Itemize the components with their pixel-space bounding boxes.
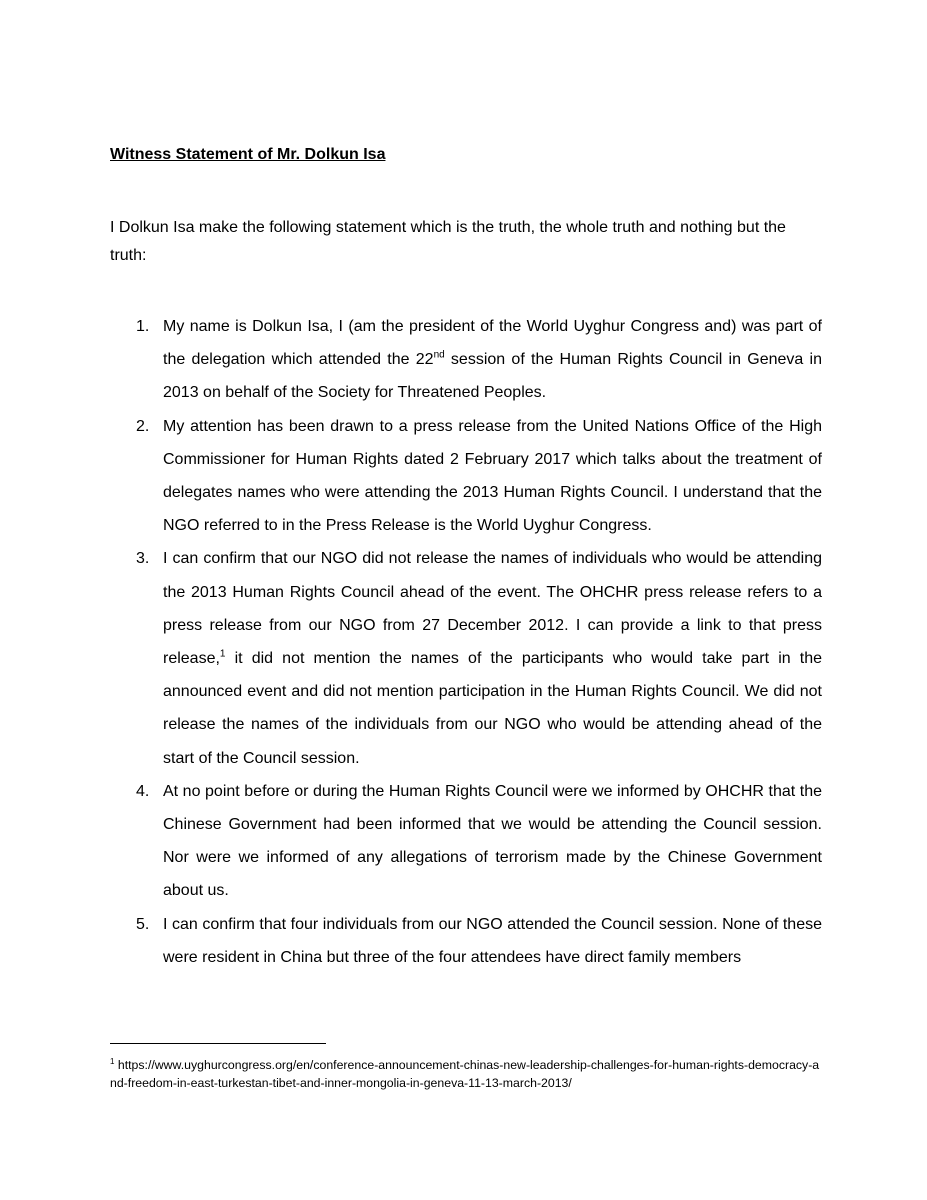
list-item (110, 542, 822, 774)
item-text: At no point before or during the Human Rights Council were we informed by OHCHR that the Chinese Government had been informed that we would be attending the Council session. Nor were we informed of any allegations of terrorism made by the Chinese Government about us. (163, 782, 822, 900)
item-number: 5. (136, 915, 150, 933)
statement-list (110, 310, 822, 974)
list-item (110, 310, 822, 410)
list-item (110, 775, 822, 908)
item-text: My attention has been drawn to a press release from the United Nations Office of the High Commissioner for Human Rights dated 2 February 2017 which talks about the treatment of delegates names who were attending the 2013 Human Rights Council. I understand that the NGO referred to in the Press Release is the World Uyghur Congress. (163, 417, 822, 535)
footnote (110, 1056, 822, 1092)
document-title: Witness Statement of Mr. Dolkun Isa (110, 146, 386, 163)
intro-paragraph: I Dolkun Isa make the following statement which is the truth, the whole truth and nothing but the truth: (110, 219, 786, 264)
footnote-link[interactable]: https://www.uyghurcongress.org/en/conference-announcement-chinas-new-leadership-challenges-for-human-rights-democracy-and-freedom-in-east-turkestan-tibet-and-inner-mongolia-in-geneva-11-13-march-2013/ (110, 1058, 820, 1090)
footnote-divider (110, 1043, 326, 1044)
list-item (110, 908, 822, 974)
item-number: 4. (136, 782, 150, 800)
item-text: it did not mention the names of the participants who would take part in the announced event and did not mention participation in the Human Rights Council. We did not release the names of the individuals from our NGO who would be attending ahead of the start of the Council session. (163, 650, 822, 767)
item-text: I can confirm that our NGO did not release the names of individuals who would be attending the 2013 Human Rights Council ahead of the event. The OHCHR press release refers to a press release from our NGO from 27 December 2012. I can provide a link to that press release, (163, 550, 822, 668)
list-item (110, 410, 822, 543)
item-text: session of the Human Rights Council in Geneva in 2013 on behalf of the Society for Threatened Peoples. (163, 351, 822, 402)
superscript: nd (433, 349, 445, 361)
footnote-marker: 1 (110, 1056, 115, 1066)
item-text: I can confirm that four individuals from our NGO attended the Council session. None of these were resident in China but three of the four attendees have direct family members (163, 915, 822, 966)
item-number: 1. (136, 318, 150, 335)
item-number: 2. (136, 417, 150, 435)
item-text: My name is Dolkun Isa, I (am the president of the World Uyghur Congress and) was part of the delegation which attended the 22 (163, 318, 822, 369)
item-number: 3. (136, 550, 150, 568)
footnote-reference[interactable]: 1 (219, 648, 226, 660)
